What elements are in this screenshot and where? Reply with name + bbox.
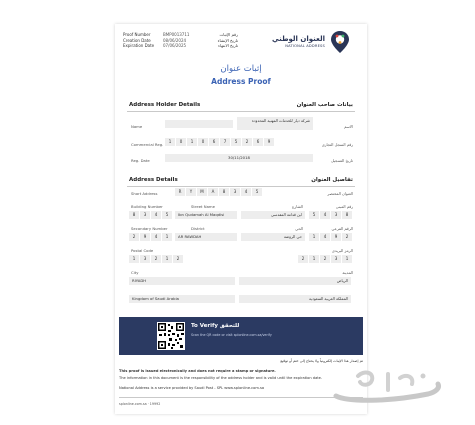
meta-value: 07/06/2025 <box>163 43 187 48</box>
digit-box: A <box>208 188 218 196</box>
section-divider <box>127 111 355 112</box>
digit-box: 2 <box>320 255 330 263</box>
meta-label-ar: رقم الإثبات <box>219 32 238 37</box>
note-en: This proof is issued electronically and does not require a stamp or signature. <box>119 369 276 373</box>
note-validity: The information in this document is the responsibility of the address holder and is valid until the expiration date. <box>119 376 323 380</box>
digit-box: Y <box>186 188 196 196</box>
qr-code[interactable] <box>157 322 185 350</box>
digit-box: 3 <box>331 255 341 263</box>
reg-date-field: 30/11/2018 <box>165 154 313 162</box>
short-address-label-en: Short Address <box>131 191 158 196</box>
building-label-en: Building Number <box>131 204 163 209</box>
building-number-boxes <box>129 211 172 219</box>
verify-title <box>191 323 239 329</box>
digit-box: 3 <box>331 211 341 219</box>
country-field-en: Kingdom of Saudi Arabia <box>129 295 235 303</box>
building-label-ar: رقم المبنى <box>335 204 353 209</box>
qr-code-icon <box>157 322 185 350</box>
verify-instructions: Scan the QR code or visit splonline.com.sa/verify <box>191 333 272 337</box>
digit-box: 3 <box>140 255 150 263</box>
meta-label-ar: تاريخ الإنشاء <box>217 37 238 43</box>
digit-box: M <box>197 188 207 196</box>
holder-section-title-en: Address Holder Details <box>129 102 201 108</box>
name-label-en: Name <box>131 124 143 129</box>
digit-box: 4 <box>151 233 161 241</box>
name-field: شركة ديار للخدمات المهنية المحدودة <box>237 117 313 130</box>
logo-text-en: NATIONAL ADDRESS <box>285 44 325 48</box>
building-number-boxes-ar <box>309 211 352 219</box>
cr-label-en: Commercial Reg. <box>131 142 164 147</box>
document-header <box>115 24 367 58</box>
district-label-ar: الحي <box>295 226 303 231</box>
digit-box: 5 <box>252 188 262 196</box>
city-label-en: City <box>131 270 139 275</box>
haraj-watermark <box>328 366 448 406</box>
logo-text-ar: العنوان الوطني <box>272 35 325 43</box>
city-field-en: RIYADH <box>129 277 235 285</box>
digit-box: 1 <box>162 233 172 241</box>
document-title-en: Address Proof <box>211 77 271 86</box>
digit-box: 1 <box>309 255 319 263</box>
digit-box: 9 <box>140 233 150 241</box>
meta-label: Creation Date <box>123 37 151 43</box>
street-label-en: Street Name <box>191 204 215 209</box>
section-divider <box>127 186 355 187</box>
meta-row <box>123 43 238 49</box>
digit-box: 8 <box>219 188 229 196</box>
street-field-en: Ibn Qudamah Al Maqdisi <box>175 211 237 219</box>
digit-box: 6 <box>209 138 219 146</box>
note-ar: تم إصدار هذا الإثبات إلكترونياً ولا يحتاج إلى ختم أو توقيع <box>280 359 363 363</box>
digit-box: 3 <box>140 211 150 219</box>
meta-label: Expiration Date <box>123 43 155 48</box>
digit-box: 9 <box>331 233 341 241</box>
name-field-left <box>165 120 233 128</box>
meta-value: BMP0013711 <box>163 32 190 37</box>
digit-box: 5 <box>309 211 319 219</box>
digit-box: 8 <box>342 211 352 219</box>
district-field-en: AR RAWDAH <box>175 233 237 241</box>
digit-box: 9 <box>264 138 274 146</box>
digit-box: 5 <box>162 211 172 219</box>
holder-section-title-ar: بيانات صاحب العنوان <box>296 102 353 108</box>
digit-box: R <box>175 188 185 196</box>
haraj-logo-icon <box>328 366 448 406</box>
short-address-label-ar: العنوان المختصر <box>327 191 353 196</box>
digit-box: 1 <box>129 255 139 263</box>
street-field-ar: ابن قدامة المقدسي <box>241 211 305 219</box>
secondary-number-boxes-ar <box>309 233 352 241</box>
city-label-ar: المدينة <box>342 270 353 275</box>
street-label-ar: الشارع <box>292 204 303 209</box>
city-field-ar: الرياض <box>239 277 351 285</box>
footer-divider <box>119 397 363 398</box>
verify-title-ar: للتحقق <box>219 323 240 329</box>
digit-box: 2 <box>129 233 139 241</box>
proof-meta-table <box>123 32 238 49</box>
digit-box: 4 <box>320 233 330 241</box>
document-title-ar: إثبات عنوان <box>220 64 262 74</box>
note-service: National Address is a service provided by Saudi Post - SPL www.splonline.com.sa <box>119 386 265 390</box>
postal-code-boxes-ar <box>298 255 352 263</box>
secondary-number-boxes <box>129 233 172 241</box>
digit-box: 0 <box>198 138 208 146</box>
digit-box: 2 <box>151 255 161 263</box>
digit-box: 1 <box>162 255 172 263</box>
name-label-ar: الاسم <box>344 124 353 129</box>
digit-box: 1 <box>309 233 319 241</box>
digit-box: 6 <box>253 138 263 146</box>
digit-box: 1 <box>342 255 352 263</box>
secondary-label-ar: الرقم الفرعي <box>331 226 353 231</box>
digit-box: 4 <box>151 211 161 219</box>
footer-contact: splonline.com.sa · 19992 <box>119 402 161 406</box>
address-section-title-en: Address Details <box>129 177 178 183</box>
digit-box: 2 <box>173 255 183 263</box>
reg-date-label-en: Reg. Date <box>131 158 150 163</box>
verify-title-en: To Verify <box>191 323 218 329</box>
digit-box: 2 <box>342 233 352 241</box>
digit-box: 2 <box>298 255 308 263</box>
cr-label-ar: رقم السجل التجاري <box>321 142 353 147</box>
meta-label-ar: تاريخ الانتهاء <box>218 43 238 48</box>
short-address-boxes <box>175 188 262 196</box>
digit-box: 1 <box>187 138 197 146</box>
national-address-logo <box>267 30 357 54</box>
address-section-title-ar: تفاصيل العنوان <box>311 177 353 183</box>
country-field-ar: المملكة العربية السعودية <box>239 295 351 303</box>
digit-box: 8 <box>129 211 139 219</box>
digit-box: 4 <box>241 188 251 196</box>
postal-code-label-ar: الرمز البريدي <box>331 248 353 253</box>
digit-box: 0 <box>176 138 186 146</box>
district-label-en: District <box>191 226 205 231</box>
meta-value: 08/06/2024 <box>163 37 187 43</box>
digit-box: 1 <box>165 138 175 146</box>
verify-banner <box>119 317 363 355</box>
digit-box: 3 <box>230 188 240 196</box>
secondary-label-en: Secondary Number <box>131 226 168 231</box>
meta-label: Proof Number <box>123 32 151 37</box>
district-field-ar: حي الروضة <box>241 233 305 241</box>
location-pin-icon <box>329 30 351 54</box>
address-proof-document <box>115 24 367 414</box>
postal-code-label-en: Postal Code <box>131 248 154 253</box>
digit-box: 7 <box>220 138 230 146</box>
digit-box: 4 <box>320 211 330 219</box>
postal-code-boxes <box>129 255 183 263</box>
cr-number-boxes <box>165 138 274 146</box>
digit-box: 2 <box>242 138 252 146</box>
reg-date-label-ar: تاريخ التسجيل <box>331 158 353 163</box>
digit-box: 5 <box>231 138 241 146</box>
